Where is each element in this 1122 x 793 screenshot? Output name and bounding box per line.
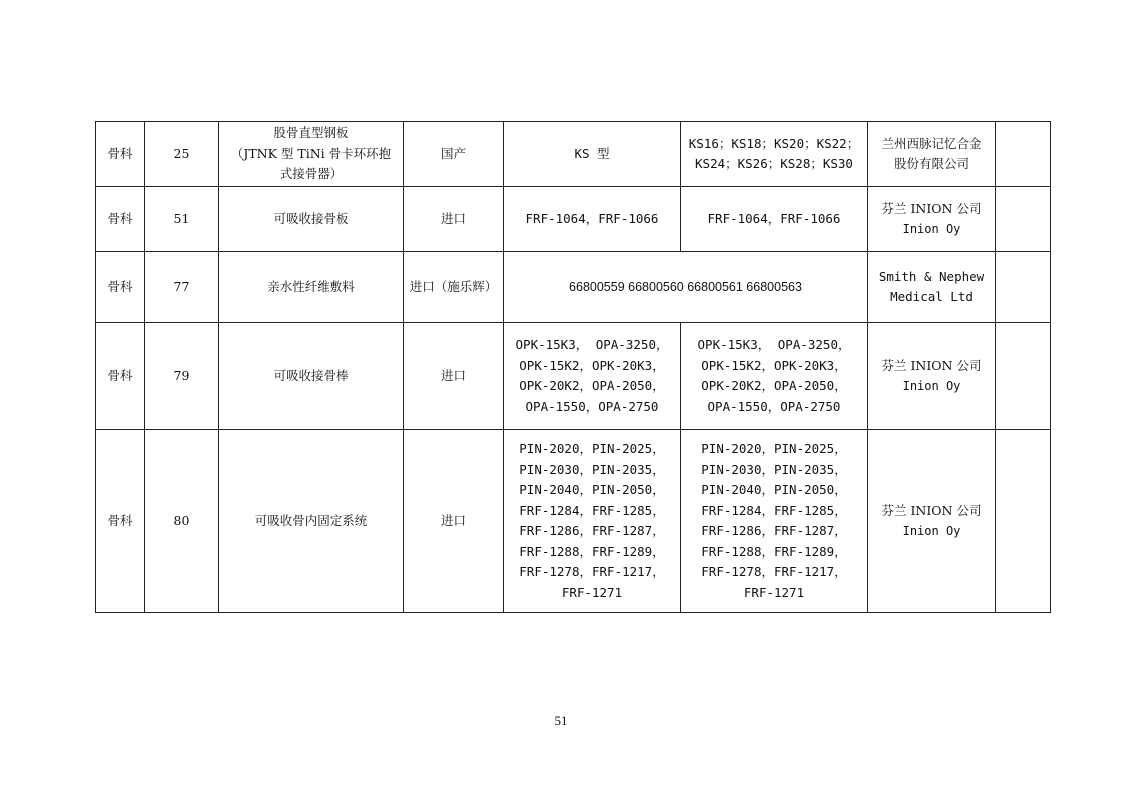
manufacturer-line: 股份有限公司 bbox=[893, 156, 969, 171]
table-row bbox=[96, 187, 1051, 252]
model-line: FRF-1286，FRF-1287， bbox=[519, 523, 665, 538]
extra-cell bbox=[996, 122, 1051, 187]
spec-line: FRF-1064，FRF-1066 bbox=[707, 210, 841, 226]
manufacturer-line: 芬兰 INION 公司 bbox=[881, 357, 982, 373]
product-name-line: 可吸收骨内固定系统 bbox=[254, 512, 368, 528]
manufacturer-line: 芬兰 INION 公司 bbox=[881, 502, 982, 518]
model-line: OPK-15K2，OPK-20K3， bbox=[519, 357, 665, 373]
extra-cell bbox=[996, 323, 1051, 430]
spec-line: PIN-2040，PIN-2050， bbox=[701, 482, 847, 497]
spec-line: KS16；KS18；KS20；KS22； bbox=[688, 135, 860, 151]
origin-cell: 国产 bbox=[404, 122, 504, 187]
origin-cell: 进口（施乐辉） bbox=[404, 252, 504, 323]
spec-line: FRF-1278，FRF-1217， bbox=[701, 564, 847, 579]
manufacturer-cell bbox=[868, 187, 996, 252]
product-name-cell bbox=[219, 430, 404, 613]
product-name-line: （JTNK 型 TiNi 骨卡环环抱 bbox=[230, 145, 392, 161]
manufacturer-line: Inion Oy bbox=[902, 379, 961, 393]
model-line: OPK-15K3， OPA-3250， bbox=[515, 337, 669, 352]
model-line: FRF-1064，FRF-1066 bbox=[525, 210, 659, 226]
model-line: FRF-1288，FRF-1289， bbox=[519, 543, 665, 559]
product-name-cell bbox=[219, 323, 404, 430]
model-line: FRF-1271 bbox=[561, 584, 623, 600]
dept-cell: 骨科 bbox=[96, 323, 145, 430]
manufacturer-cell bbox=[868, 323, 996, 430]
spec-line: OPA-1550，OPA-2750 bbox=[707, 398, 841, 414]
table-row bbox=[96, 252, 1051, 323]
product-name-cell bbox=[219, 252, 404, 323]
spec-line: PIN-2030，PIN-2035， bbox=[701, 461, 847, 477]
manufacturer-cell bbox=[868, 430, 996, 613]
manufacturer-line: 芬兰 INION 公司 bbox=[881, 200, 982, 216]
spec-line: FRF-1284，FRF-1285， bbox=[701, 502, 847, 518]
product-table bbox=[95, 121, 1051, 613]
manufacturer-line: 兰州西脉记忆合金 bbox=[881, 135, 982, 151]
product-name-line: 可吸收接骨棒 bbox=[273, 367, 349, 383]
table-row bbox=[96, 122, 1051, 187]
product-name-line: 亲水性纤维敷料 bbox=[267, 278, 355, 294]
spec-line: OPK-20K2，OPA-2050， bbox=[701, 378, 847, 393]
spec-cell bbox=[681, 323, 868, 430]
spec-line: FRF-1288，FRF-1289， bbox=[701, 543, 847, 559]
manufacturer-cell bbox=[868, 122, 996, 187]
spec-line: FRF-1286，FRF-1287， bbox=[701, 523, 847, 538]
number-cell: 80 bbox=[145, 430, 219, 613]
spec-line: KS24；KS26；KS28；KS30 bbox=[695, 156, 853, 171]
model-cell bbox=[504, 122, 681, 187]
product-name-line: 股骨直型钢板 bbox=[273, 125, 349, 141]
model-cell bbox=[504, 187, 681, 252]
model-line: PIN-2030，PIN-2035， bbox=[519, 461, 665, 477]
spec-line: FRF-1271 bbox=[743, 584, 805, 600]
spec-line: OPK-15K3， OPA-3250， bbox=[697, 337, 851, 352]
manufacturer-line: Medical Ltd bbox=[890, 289, 973, 304]
model-line: OPK-20K2，OPA-2050， bbox=[519, 378, 665, 393]
model-line: PIN-2020，PIN-2025， bbox=[519, 441, 665, 456]
model-line: FRF-1278，FRF-1217， bbox=[519, 564, 665, 579]
number-cell: 25 bbox=[145, 122, 219, 187]
spec-line: OPK-15K2，OPK-20K3， bbox=[701, 357, 847, 373]
product-name-cell bbox=[219, 187, 404, 252]
dept-cell: 骨科 bbox=[96, 430, 145, 613]
model-line: FRF-1284，FRF-1285， bbox=[519, 502, 665, 518]
manufacturer-cell bbox=[868, 252, 996, 323]
dept-cell: 骨科 bbox=[96, 122, 145, 187]
number-cell: 79 bbox=[145, 323, 219, 430]
spec-cell bbox=[681, 187, 868, 252]
manufacturer-line: Smith & Nephew bbox=[878, 268, 985, 284]
table-row bbox=[96, 323, 1051, 430]
spec-line: PIN-2020，PIN-2025， bbox=[701, 441, 847, 456]
page-number: 51 bbox=[554, 713, 568, 728]
model-cell bbox=[504, 323, 681, 430]
extra-cell bbox=[996, 187, 1051, 252]
model-line: PIN-2040，PIN-2050， bbox=[519, 482, 665, 497]
extra-cell bbox=[996, 252, 1051, 323]
model-line: OPA-1550，OPA-2750 bbox=[525, 398, 659, 414]
manufacturer-line: Inion Oy bbox=[902, 222, 961, 236]
model-spec-merged-cell: 66800559 66800560 66800561 66800563 bbox=[504, 252, 868, 323]
product-name-line: 式接骨器） bbox=[279, 166, 343, 182]
number-cell: 77 bbox=[145, 252, 219, 323]
manufacturer-line: Inion Oy bbox=[902, 524, 961, 538]
model-line: KS 型 bbox=[574, 145, 610, 161]
dept-cell: 骨科 bbox=[96, 187, 145, 252]
origin-cell: 进口 bbox=[404, 430, 504, 613]
spec-cell bbox=[681, 430, 868, 613]
origin-cell: 进口 bbox=[404, 323, 504, 430]
product-name-line: 可吸收接骨板 bbox=[273, 210, 349, 226]
product-name-cell bbox=[219, 122, 404, 187]
number-cell: 51 bbox=[145, 187, 219, 252]
table-row bbox=[96, 430, 1051, 613]
origin-cell: 进口 bbox=[404, 187, 504, 252]
model-cell bbox=[504, 430, 681, 613]
spec-cell bbox=[681, 122, 868, 187]
extra-cell bbox=[996, 430, 1051, 613]
dept-cell: 骨科 bbox=[96, 252, 145, 323]
